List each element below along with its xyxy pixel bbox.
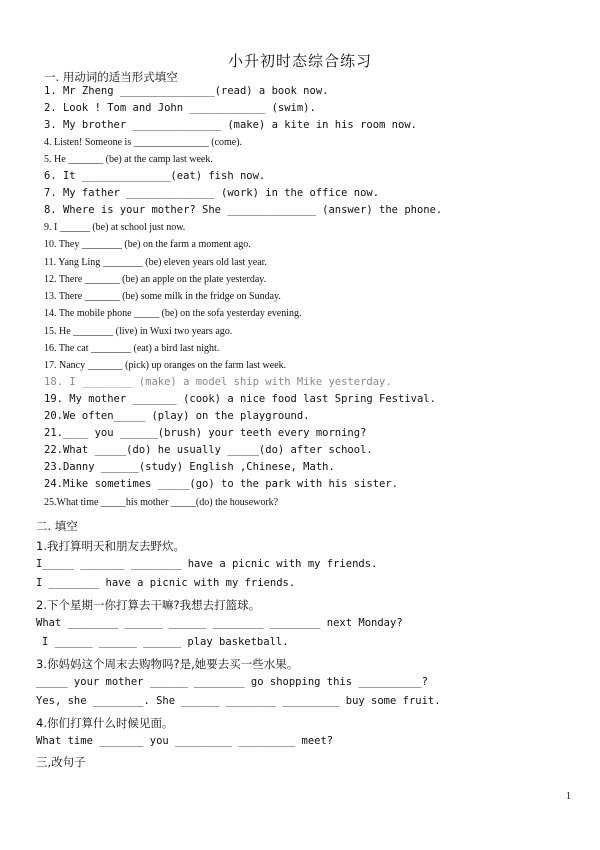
fill-answer-line: I ______ ______ ______ play basketball.	[42, 636, 289, 648]
section-1-heading: 一. 用动词的适当形式填空	[44, 70, 178, 84]
exercise-item: 7. My father ______________ (work) in the office now.	[44, 187, 380, 199]
exercise-item: 19. My mother _______ (cook) a nice food last Spring Festival.	[44, 393, 436, 405]
exercise-item: 22.What _____(do) he usually _____(do) after school.	[44, 444, 373, 456]
page-number: 1	[566, 791, 571, 802]
exercise-item: 1. Mr Zheng _______________(read) a book now.	[44, 85, 329, 97]
section-3-heading: 三,改句子	[36, 755, 86, 769]
exercise-item: 13. There _______ (be) some milk in the fridge on Sunday.	[44, 291, 281, 302]
exercise-item: 8. Where is your mother? She ______________ (answer) the phone.	[44, 204, 443, 216]
fill-answer-line: What time _______ you _________ _________ meet?	[36, 735, 334, 747]
exercise-item: 14. The mobile phone _____ (be) on the sofa yesterday evening.	[44, 308, 302, 319]
fill-answer-line: Yes, she ________. She ______ ________ _________ buy some fruit.	[36, 695, 441, 707]
fill-answer-line: _____ your mother ______ ________ go shopping this __________?	[36, 676, 428, 688]
fill-question: 1.我打算明天和朋友去野炊。	[36, 539, 185, 553]
page-title: 小升初时态综合练习	[227, 52, 372, 70]
exercise-item: 18. I ________ (make) a model ship with Mike yesterday.	[44, 376, 392, 388]
fill-question: 2.下个星期一你打算去干嘛?我想去打篮球。	[36, 598, 261, 612]
exercise-item: 10. They ________ (be) on the farm a moment ago.	[44, 239, 251, 250]
exercise-item: 4. Listen! Someone is _______________ (come).	[44, 137, 243, 148]
fill-answer-line: I ________ have a picnic with my friends.	[36, 577, 296, 589]
exercise-item: 16. The cat ________ (eat) a bird last night.	[44, 343, 220, 354]
exercise-item: 12. There _______ (be) an apple on the plate yesterday.	[44, 274, 267, 285]
section-2-heading: 二. 填空	[36, 519, 78, 533]
exercise-item: 20.We often_____ (play) on the playground.	[44, 410, 310, 422]
exercise-item: 2. Look ! Tom and John ____________ (swim).	[44, 102, 316, 114]
exercise-item: 17. Nancy _______ (pick) up oranges on the farm last week.	[44, 360, 287, 371]
exercise-item: 21.____ you ______(brush) your teeth every morning?	[44, 427, 367, 439]
exercise-item: 15. He ________ (live) in Wuxi two years ago.	[44, 326, 233, 337]
fill-question: 3.你妈妈这个周末去购物吗?是,她要去买一些水果。	[36, 657, 299, 671]
fill-question: 4.你们打算什么时候见面。	[36, 716, 174, 730]
fill-answer-line: I_____ _______ ________ have a picnic with my friends.	[36, 558, 378, 570]
exercise-item: 25.What time _____his mother _____(do) the housework?	[44, 497, 279, 508]
exercise-item: 11. Yang Ling ________ (be) eleven years old last year.	[44, 257, 267, 268]
exercise-item: 5. He _______ (be) at the camp last week.	[44, 154, 213, 165]
fill-answer-line: What ________ ______ ______ ________ ________ next Monday?	[36, 617, 403, 629]
exercise-item: 3. My brother ______________ (make) a kite in his room now.	[44, 119, 417, 131]
exercise-item: 24.Mike sometimes _____(go) to the park with his sister.	[44, 478, 399, 490]
exercise-item: 6. It ______________(eat) fish now.	[44, 170, 266, 182]
exercise-item: 23.Danny ______(study) English ,Chinese, Math.	[44, 461, 335, 473]
exercise-item: 9. I ______ (be) at school just now.	[44, 222, 186, 233]
